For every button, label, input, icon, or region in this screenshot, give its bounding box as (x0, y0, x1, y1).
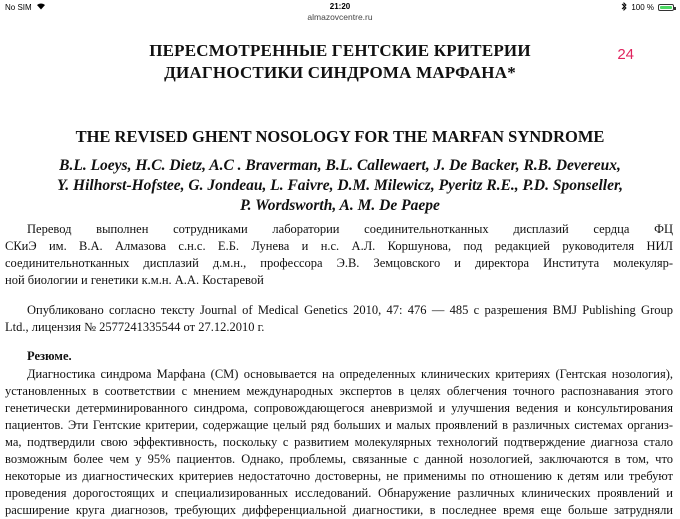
authors (40, 156, 640, 216)
paragraph-line: Диагностика синдрома Марфана (СМ) основывается на определенных клинических критериях (Гентская нозология), (27, 367, 673, 381)
paragraph-line: СКиЭ им. В.А. Алмазова с.н.с. Е.Б. Лунева и н.с. А.Л. Коршунова, под редакцией руководителя НИЛ (5, 239, 673, 253)
battery-percent: 100 % (631, 3, 654, 12)
authors-line: P. Wordsworth, A. M. De Paepe (240, 197, 440, 214)
title-russian-line: ПЕРЕСМОТРЕННЫЕ ГЕНТСКИЕ КРИТЕРИИ (149, 41, 531, 60)
paragraph-line: генетически детерминированного синдрома, сопровождающегося аневризмой и улучшения ведения и консультирования (5, 401, 673, 415)
page-number: 24 (617, 46, 634, 63)
battery-level (660, 6, 672, 9)
paragraph-line: ной биологии и генетики к.м.н. А.А. Костаревой (5, 273, 264, 287)
paragraph-line: установленных в соответствии с мнением международных экспертов в целях облегчения точного распознавания этого (5, 384, 673, 398)
title-english: THE REVISED GHENT NOSOLOGY FOR THE MARFAN SYNDROME (75, 127, 605, 146)
authors-line: B.L. Loeys, H.C. Dietz, A.C . Braverman, B.L. Callewaert, J. De Backer, R.B. Devereux, (59, 157, 621, 174)
paragraph-line: проведения дорогостоящих и специализированных исследований. Обнаружение различных клинических проявлений и (5, 486, 673, 500)
paragraph-line: некоторые из диагностических критериев недостаточно достоверны, не применимы по отношению к детям или требуют (5, 469, 673, 483)
title-russian (0, 40, 680, 84)
battery-icon (658, 4, 674, 11)
summary-paragraph (5, 366, 673, 519)
paragraph-line: пациентов. Эти Гентские критерии, содержащие целый ряд больших и малых проявлений в различных системах организ- (5, 418, 673, 432)
carrier-label: No SIM (5, 2, 32, 12)
paragraph-line: Перевод выполнен сотрудниками лаборатории соединительнотканных дисплазий сердца ФЦ (27, 222, 673, 236)
paragraph-line: возможным более чем у 95% пациентов. Однако, проблемы, связанные с данной нозологией, заключаются в том, что (5, 452, 673, 466)
translation-paragraph (5, 221, 673, 289)
paragraph-line: Опубликовано согласно тексту Journal of Medical Genetics 2010, 47: 476 — 485 с разрешения BMJ Publishing Group (27, 303, 673, 317)
paragraph-line: расширение круга диагнозов, требующих дифференциальной диагностики, в последнее время еще больше затрудняли (5, 503, 673, 517)
authors-line: Y. Hilhorst-Hofstee, G. Jondeau, L. Faivre, D.M. Milewicz, Pyeritz R.E., P.D. Sponseller, (56, 177, 624, 194)
summary-heading: Резюме. (27, 349, 72, 363)
paragraph-line: соединительнотканных дисплазий д.м.н., профессора Э.В. Земцовского и директора Института молекуляр- (5, 256, 673, 270)
published-paragraph (5, 302, 673, 336)
paragraph-line: ма, подтвердили свою эффективность, поскольку с развитием молекулярных технологий подтверждение диагноза стало (5, 435, 673, 449)
address-bar[interactable]: almazovcentre.ru (307, 12, 373, 22)
title-russian-line: ДИАГНОСТИКИ СИНДРОМА МАРФАНА* (164, 63, 516, 82)
paragraph-line: Ltd., лицензия № 2577241335544 от 27.12.2010 г. (5, 320, 265, 334)
status-time: 21:20 (329, 2, 351, 11)
